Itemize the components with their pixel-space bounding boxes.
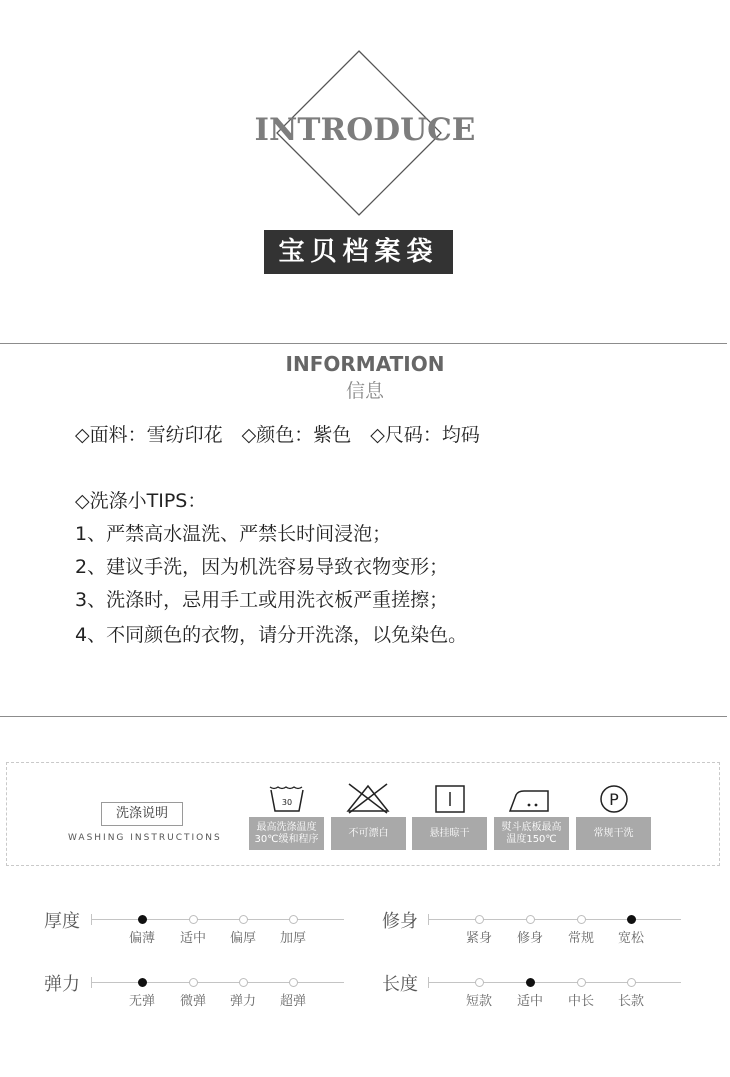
scale-option-label: 宽松	[617, 931, 644, 946]
svg-text:30: 30	[281, 798, 293, 807]
scale-option-label: 微弹	[179, 994, 206, 1009]
scale-dot-selected	[627, 915, 636, 924]
scale-option-label: 加厚	[279, 931, 306, 946]
scale-dot	[189, 978, 198, 987]
scale-option-label: 中长	[567, 994, 594, 1009]
scale-dot-selected	[138, 915, 147, 924]
scale-option-label: 适中	[179, 931, 206, 946]
hang-dry-icon	[434, 784, 466, 814]
scale-name: 厚度	[44, 911, 80, 932]
scale-line	[428, 982, 681, 983]
scale-line	[91, 982, 344, 983]
scale-name: 弹力	[44, 974, 80, 995]
scale-dot	[475, 915, 484, 924]
scale-option-label: 长款	[617, 994, 644, 1009]
information-title: INFORMATION	[285, 352, 445, 376]
scale-dot	[189, 915, 198, 924]
tips-title: ◇洗涤小TIPS：	[75, 490, 207, 512]
washing-subtitle: WASHING INSTRUCTIONS	[68, 833, 222, 843]
scale-option-label: 偏厚	[229, 931, 256, 946]
information-subtitle: 信息	[345, 380, 384, 402]
scale-dot	[577, 915, 586, 924]
divider-top	[0, 343, 727, 344]
scale-option-label: 紧身	[465, 931, 492, 946]
scale-option-label: 短款	[465, 994, 492, 1009]
scale-line	[91, 919, 344, 920]
wash-tub-30-icon	[268, 784, 308, 814]
scale-dot	[239, 978, 248, 987]
scale-dot	[627, 978, 636, 987]
scale-option-label: 适中	[516, 994, 543, 1009]
spec-line: ◇面料：雪纺印花 ◇颜色：紫色 ◇尺码：均码	[75, 424, 480, 446]
dry-clean-label: 常规干洗	[576, 817, 651, 850]
scale-line	[428, 919, 681, 920]
scale-dot	[475, 978, 484, 987]
iron-icon	[508, 786, 552, 814]
tip-item: 2、建议手洗，因为机洗容易导致衣物变形；	[75, 556, 449, 578]
product-file-title: 宝贝档案袋	[264, 230, 453, 274]
scale-option-label: 偏薄	[128, 931, 155, 946]
scale-dot	[577, 978, 586, 987]
scale-dot	[289, 978, 298, 987]
scale-option-label: 弹力	[229, 994, 256, 1009]
introduce-title: INTRODUCE	[254, 112, 476, 148]
wash-temp-label: 最高洗涤温度 30℃缓和程序	[249, 817, 324, 850]
svg-text:P: P	[609, 790, 619, 809]
scale-option-label: 超弹	[279, 994, 306, 1009]
scale-name: 修身	[382, 911, 418, 932]
divider-middle	[0, 716, 727, 717]
washing-title: 洗涤说明	[101, 802, 183, 826]
scale-name: 长度	[382, 974, 418, 995]
scale-dot	[239, 915, 248, 924]
tip-item: 1、严禁高水温洗、严禁长时间浸泡；	[75, 523, 392, 545]
scale-dot-selected	[526, 978, 535, 987]
hang-dry-label: 悬挂晾干	[412, 817, 487, 850]
scale-option-label: 无弹	[128, 994, 155, 1009]
scale-dot	[289, 915, 298, 924]
tip-item: 3、洗涤时，忌用手工或用洗衣板严重搓擦；	[75, 589, 449, 611]
no-bleach-label: 不可漂白	[331, 817, 406, 850]
tip-item: 4、不同颜色的衣物，请分开洗涤，以免染色。	[75, 624, 468, 646]
scale-option-label: 常规	[567, 931, 594, 946]
dry-clean-icon	[598, 783, 630, 815]
scale-dot	[526, 915, 535, 924]
iron-temp-label: 熨斗底板最高 温度150℃	[494, 817, 569, 850]
scale-dot-selected	[138, 978, 147, 987]
scale-option-label: 修身	[516, 931, 543, 946]
no-bleach-icon	[345, 782, 391, 814]
